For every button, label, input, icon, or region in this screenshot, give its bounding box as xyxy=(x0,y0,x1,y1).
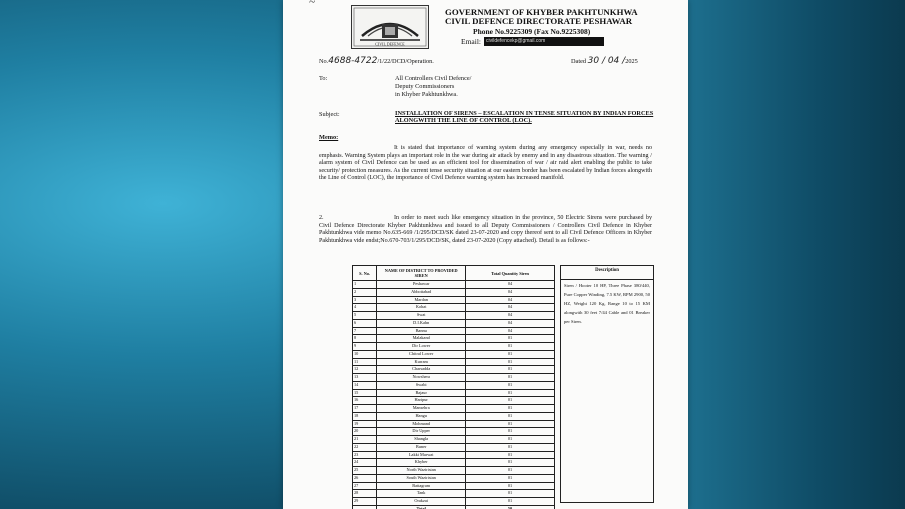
table-total-row xyxy=(353,505,555,509)
cell-sno: 17 xyxy=(353,405,377,413)
cell-quantity: 01 xyxy=(466,381,555,389)
cell-quantity: 01 xyxy=(466,350,555,358)
col-district-header: NAME OF DISTRICT TO PROVIDED SIREN xyxy=(377,266,466,281)
cell-sno: 28 xyxy=(353,490,377,498)
cell-district: Tank xyxy=(377,490,466,498)
total-value: 50 xyxy=(466,505,555,509)
cell-district: Mohmand xyxy=(377,420,466,428)
cell-sno: 2 xyxy=(353,288,377,296)
cell-sno: 12 xyxy=(353,366,377,374)
table-row xyxy=(353,451,555,459)
cell-quantity: 01 xyxy=(466,412,555,420)
cell-sno: 5 xyxy=(353,312,377,320)
dated-label: Dated xyxy=(571,58,587,65)
cell-sno: 9 xyxy=(353,343,377,351)
cell-sno: 13 xyxy=(353,374,377,382)
table-row xyxy=(353,296,555,304)
cell-quantity: 01 xyxy=(466,436,555,444)
paragraph-2-text: In order to meet such like emergency situation in the province, 50 Electric Sirens were purchased by Civil Defence Directorate Khyber Pakhtunkhwa and issued to all Deputy Commissioners / Controllers Civil Defence in Khyber Pakhtunkhwa vide memo No.635-669 /1/295/DCD/SK dated 23-07-2020 and copy thereof sent to all Civil Defence Officers in Khyber Pakhtunkhwa vide endst;No.670-703/1/295/DCD/SK, dated 23-07-2020 (Copy attached). Detail is as follows:- xyxy=(319,215,652,244)
table-row xyxy=(353,389,555,397)
cell-sno: 3 xyxy=(353,296,377,304)
table-row xyxy=(353,281,555,289)
cell-district: Bannu xyxy=(377,327,466,335)
margin-scribble: ~ xyxy=(309,0,315,8)
table-header-row xyxy=(353,266,555,281)
table-row xyxy=(353,498,555,506)
table-row xyxy=(353,482,555,490)
cell-district: Mardan xyxy=(377,296,466,304)
cell-district: Dir Upper xyxy=(377,428,466,436)
header-email-label: Email: xyxy=(461,37,481,46)
table-row xyxy=(353,420,555,428)
table-row xyxy=(353,412,555,420)
paragraph-2 xyxy=(319,215,652,245)
cell-quantity: 04 xyxy=(466,296,555,304)
cell-district: Lakki Marwat xyxy=(377,451,466,459)
table-row xyxy=(353,319,555,327)
cell-quantity: 01 xyxy=(466,374,555,382)
total-label: Total xyxy=(377,505,466,509)
cell-quantity: 01 xyxy=(466,366,555,374)
table-row xyxy=(353,443,555,451)
table-row xyxy=(353,304,555,312)
cell-district: North Waziristan xyxy=(377,467,466,475)
ref-handwritten: 4688-4722 xyxy=(328,56,378,66)
subject-label: Subject: xyxy=(319,111,340,118)
cell-sno: 1 xyxy=(353,281,377,289)
emblem-icon xyxy=(352,6,428,48)
reference-number xyxy=(319,58,434,66)
col-sno-header: S. No. xyxy=(353,266,377,281)
cell-sno: 6 xyxy=(353,319,377,327)
cell-district: Charsadda xyxy=(377,366,466,374)
cell-district: Nowshera xyxy=(377,374,466,382)
cell-sno: 22 xyxy=(353,443,377,451)
ref-suffix: /1/22/DCD/Operation. xyxy=(377,58,434,65)
cell-district: Bajaur xyxy=(377,389,466,397)
cell-sno: 20 xyxy=(353,428,377,436)
cell-district: Mansehra xyxy=(377,405,466,413)
table-row xyxy=(353,312,555,320)
cell-district: Swat xyxy=(377,312,466,320)
table-row xyxy=(353,358,555,366)
table-row xyxy=(353,350,555,358)
table-row xyxy=(353,374,555,382)
document-page xyxy=(283,0,688,509)
cell-quantity: 04 xyxy=(466,304,555,312)
cell-district: Swabi xyxy=(377,381,466,389)
header-government: GOVERNMENT OF KHYBER PAKHTUNKHWA xyxy=(445,7,638,17)
sirens-table xyxy=(352,265,555,509)
to-line-3: in Khyber Pakhtunkhwa. xyxy=(395,90,458,98)
cell-quantity: 01 xyxy=(466,451,555,459)
dated-handwritten: 30 / 04 / xyxy=(587,56,626,66)
to-recipients xyxy=(395,75,471,98)
cell-sno: 21 xyxy=(353,436,377,444)
table-row xyxy=(353,467,555,475)
cell-quantity: 04 xyxy=(466,312,555,320)
cell-district: Peshawar xyxy=(377,281,466,289)
cell-quantity: 04 xyxy=(466,319,555,327)
cell-district: Orakzai xyxy=(377,498,466,506)
cell-district: Dir Lower xyxy=(377,343,466,351)
cell-sno: 23 xyxy=(353,451,377,459)
cell-sno: 27 xyxy=(353,482,377,490)
cell-sno: 29 xyxy=(353,498,377,506)
background-right xyxy=(688,0,905,509)
cell-sno: 24 xyxy=(353,459,377,467)
table-row xyxy=(353,366,555,374)
cell-quantity: 01 xyxy=(466,443,555,451)
cell-district: Battagram xyxy=(377,482,466,490)
description-header: Description xyxy=(561,266,653,280)
total-blank xyxy=(353,505,377,509)
cell-quantity: 01 xyxy=(466,397,555,405)
cell-quantity: 01 xyxy=(466,420,555,428)
table-row xyxy=(353,459,555,467)
cell-district: Abbottabad xyxy=(377,288,466,296)
cell-sno: 14 xyxy=(353,381,377,389)
table-row xyxy=(353,405,555,413)
table-row xyxy=(353,381,555,389)
cell-sno: 19 xyxy=(353,420,377,428)
cell-quantity: 01 xyxy=(466,335,555,343)
table-body xyxy=(353,281,555,509)
to-line-2: Deputy Commissioners xyxy=(395,82,455,90)
cell-quantity: 01 xyxy=(466,343,555,351)
cell-district: Shangla xyxy=(377,436,466,444)
cell-district: Hangu xyxy=(377,412,466,420)
ref-prefix: No. xyxy=(319,58,329,65)
cell-quantity: 01 xyxy=(466,467,555,475)
table-row xyxy=(353,474,555,482)
cell-quantity: 01 xyxy=(466,405,555,413)
table-row xyxy=(353,343,555,351)
cell-sno: 16 xyxy=(353,397,377,405)
cell-quantity: 04 xyxy=(466,327,555,335)
cell-quantity: 01 xyxy=(466,490,555,498)
table-row xyxy=(353,436,555,444)
table-row xyxy=(353,327,555,335)
memo-label: Memo: xyxy=(319,134,339,141)
dated-year: 2025 xyxy=(625,58,638,65)
cell-quantity: 01 xyxy=(466,459,555,467)
cell-district: Kurram xyxy=(377,358,466,366)
description-box xyxy=(560,265,654,503)
government-logo xyxy=(351,5,429,49)
cell-district: Buner xyxy=(377,443,466,451)
cell-sno: 4 xyxy=(353,304,377,312)
cell-quantity: 04 xyxy=(466,288,555,296)
cell-quantity: 01 xyxy=(466,358,555,366)
header-phone: Phone No.9225309 (Fax No.9225308) xyxy=(473,27,591,36)
header-directorate: CIVIL DEFENCE DIRECTORATE PESHAWAR xyxy=(445,16,633,26)
svg-text:CIVIL DEFENCE: CIVIL DEFENCE xyxy=(375,41,405,47)
cell-district: D.I.Kahn xyxy=(377,319,466,327)
cell-sno: 25 xyxy=(353,467,377,475)
cell-quantity: 01 xyxy=(466,482,555,490)
cell-sno: 26 xyxy=(353,474,377,482)
cell-district: Khyber xyxy=(377,459,466,467)
cell-district: Malakand xyxy=(377,335,466,343)
cell-sno: 10 xyxy=(353,350,377,358)
cell-sno: 15 xyxy=(353,389,377,397)
cell-district: South Waziristan xyxy=(377,474,466,482)
cell-sno: 11 xyxy=(353,358,377,366)
to-label: To: xyxy=(319,75,328,82)
cell-sno: 7 xyxy=(353,327,377,335)
paragraph-2-number: 2. xyxy=(319,215,324,221)
date-line xyxy=(571,58,638,66)
cell-district: Kohat xyxy=(377,304,466,312)
cell-sno: 8 xyxy=(353,335,377,343)
cell-quantity: 01 xyxy=(466,428,555,436)
table-row xyxy=(353,428,555,436)
table-row xyxy=(353,397,555,405)
cell-quantity: 01 xyxy=(466,498,555,506)
paragraph-1: It is stated that importance of warning system during any emergency especially in war, needs no emphasis. Warning System plays an important role in the war during air attack by enemy and in any disastrous situation. The warning / alarm system of Civil Defence can be used as an efficient tool for dissemination of war / air raid alert enabling the public to take security/ protection measures. As the current tense security situation at our eastern border has been escalated by Indian forces alongwith the Line of Control (LOC), the importance of Civil Defence warning system has increased manifold. xyxy=(319,145,652,182)
cell-quantity: 01 xyxy=(466,474,555,482)
cell-sno: 18 xyxy=(353,412,377,420)
col-quantity-header: Total Quantity Siren xyxy=(466,266,555,281)
table-row xyxy=(353,288,555,296)
to-line-1: All Controllers Civil Defence/ xyxy=(395,75,472,82)
cell-district: Haripur xyxy=(377,397,466,405)
cell-quantity: 01 xyxy=(466,389,555,397)
subject-text: INSTALLATION OF SIRENS – ESCALATION IN TENSE SITUATION BY INDIAN FORCES ALONGWITH THE LINE OF CONTROL (LOC). xyxy=(395,110,654,125)
header-email-value: civildefencekp@gmail.com xyxy=(484,37,604,46)
cell-district: Chitral Lower xyxy=(377,350,466,358)
table-row xyxy=(353,335,555,343)
cell-quantity: 04 xyxy=(466,281,555,289)
description-text: Siren / Hooter 10 HP, Three Phase 380/440, Pure Copper Winding, 7.5 KW, RPM 2900, 50 HZ, Weight 120 Kg, Range 10 to 15 KM alongwith 30 feet 7/44 Cable and 01 Breaker per Siren. xyxy=(564,283,650,325)
table-row xyxy=(353,490,555,498)
